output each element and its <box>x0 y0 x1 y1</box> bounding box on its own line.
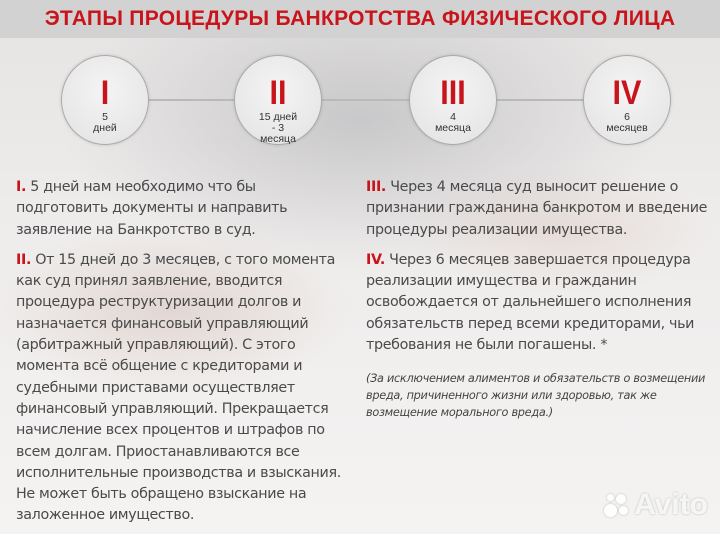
stage-duration: 15 дней - 3 месяца <box>258 111 298 145</box>
stage-text: Через 4 месяца суд выносит решение о признании гражданина банкротом и введение процедуры реализации имущества. <box>366 179 708 238</box>
stage-duration: 6 месяцев <box>606 111 648 134</box>
stage-mark: IV. <box>366 251 385 268</box>
stage-circle-1 <box>61 55 149 145</box>
stage-circle-2 <box>234 55 322 145</box>
page-title: ЭТАПЫ ПРОЦЕДУРЫ БАНКРОТСТВА ФИЗИЧЕСКОГО ЛИЦА <box>44 7 676 30</box>
stage-circle-4 <box>583 55 671 145</box>
avito-wordmark: Avito <box>634 488 708 521</box>
stage-description-2 <box>16 250 348 527</box>
stage-circle-3 <box>409 55 497 145</box>
avito-logo-icon <box>604 492 630 518</box>
stage-description-3 <box>366 177 711 241</box>
footnote: (За исключением алиментов и обязательств о возмещении вреда, причиненного жизни или здоровью, так же возмещение морального вреда.) <box>366 372 706 420</box>
stage-numeral: II <box>269 74 287 112</box>
stage-description-4 <box>366 250 711 356</box>
stage-duration: 5 дней <box>93 111 117 134</box>
title-bar <box>0 0 720 38</box>
stage-text: От 15 дней до 3 месяцев, с того момента как суд принял заявление, вводится процедура реструктуризации долгов и назначается финансовый управляющий (арбитражный управляющий). С этого момента всё общение с кредиторами и судебными приставами осуществляет финансовый управляющий. Прекращается начисление всех процентов и штрафов по всем долгам. Приостанавливаются все исполнительные производства и взыскания. Не может быть обращено взыскание на заложенное имущество. <box>16 251 341 524</box>
right-column <box>366 177 711 430</box>
stage-numeral: IV <box>612 74 642 112</box>
stage-mark: III. <box>366 179 386 195</box>
stage-description-1 <box>16 177 348 241</box>
avito-watermark <box>604 488 708 522</box>
stage-duration: 4 месяца <box>435 111 471 134</box>
stage-mark: I. <box>16 179 27 195</box>
stage-text: Через 6 месяцев завершается процедура реализации имущества и гражданин освобождается от дальнейшего исполнения обязательств перед всеми кредиторами, чьи требования не были погашены. * <box>366 251 695 354</box>
left-column <box>16 177 348 536</box>
stage-text: 5 дней нам необходимо что бы подготовить документы и направить заявление на Банкротство в суд. <box>16 179 288 238</box>
timeline-connector <box>105 99 627 101</box>
stage-numeral: III <box>440 74 466 112</box>
stage-numeral: I <box>100 74 110 112</box>
stage-mark: II. <box>16 251 32 268</box>
